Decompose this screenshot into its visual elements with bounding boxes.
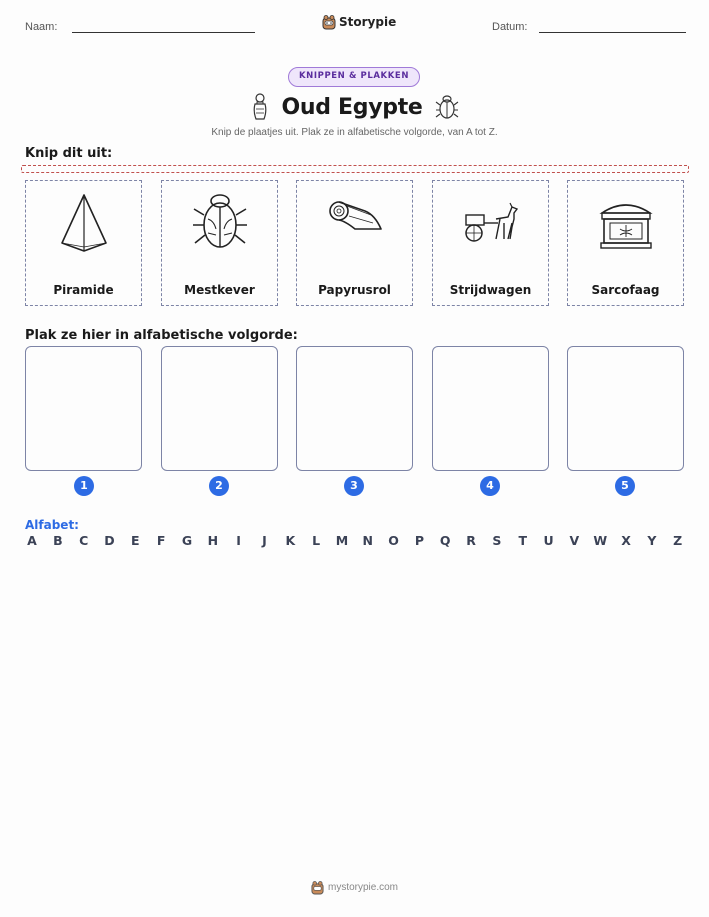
alphabet-title: Alfabet: xyxy=(25,518,79,532)
scarab-icon xyxy=(190,189,250,253)
footer-site[interactable]: mystorypie.com xyxy=(327,882,398,893)
alphabet-letter: C xyxy=(79,533,89,548)
cut-card-piramide[interactable] xyxy=(25,180,142,306)
paste-slot-1[interactable] xyxy=(25,346,142,471)
alphabet-letter: H xyxy=(207,533,219,548)
alphabet-letter: V xyxy=(569,533,580,548)
alphabet-letter: Z xyxy=(673,533,683,548)
alphabet-letter: G xyxy=(181,533,193,548)
alphabet-letter: I xyxy=(236,533,241,548)
brand-name: Storypie xyxy=(339,15,397,29)
paste-slot-4[interactable] xyxy=(432,346,549,471)
brand-logo xyxy=(322,14,396,30)
paste-slot-3[interactable] xyxy=(296,346,413,471)
card-label: Papyrusrol xyxy=(318,283,391,297)
slot-number-4: 4 xyxy=(480,476,500,496)
alphabet-letter: D xyxy=(104,533,115,548)
date-line[interactable] xyxy=(539,32,686,33)
alphabet-letter: S xyxy=(492,533,502,548)
activity-badge: KNIPPEN & PLAKKEN xyxy=(288,67,420,87)
paste-slot-2[interactable] xyxy=(161,346,278,471)
cut-heading: Knip dit uit: xyxy=(25,146,113,161)
alphabet-letter: P xyxy=(414,533,424,548)
alphabet-letter: E xyxy=(131,533,140,548)
alphabet-letter: F xyxy=(156,533,166,548)
card-label: Mestkever xyxy=(184,283,255,297)
slot-number-5: 5 xyxy=(615,476,635,496)
alphabet-letter: J xyxy=(262,533,267,548)
beetle-icon xyxy=(435,93,459,121)
title-row xyxy=(240,90,470,124)
paste-slot-5[interactable] xyxy=(567,346,684,471)
alphabet-letter: U xyxy=(543,533,554,548)
slot-number-1: 1 xyxy=(74,476,94,496)
alphabet-letter: K xyxy=(285,533,296,548)
page-title: Oud Egypte xyxy=(281,94,423,120)
canopic-jar-icon xyxy=(251,93,269,121)
pyramid-icon xyxy=(54,189,114,253)
storypie-mascot-icon xyxy=(322,14,336,30)
alphabet-letter: R xyxy=(466,533,476,548)
card-label: Piramide xyxy=(53,283,114,297)
slot-number-2: 2 xyxy=(209,476,229,496)
date-label: Datum: xyxy=(492,21,528,33)
storypie-mascot-icon xyxy=(311,880,324,895)
footer xyxy=(0,880,709,895)
card-label: Sarcofaag xyxy=(591,283,660,297)
paste-heading: Plak ze hier in alfabetische volgorde: xyxy=(25,328,298,343)
alphabet-letter: M xyxy=(335,533,349,548)
alphabet-letter: T xyxy=(518,533,527,548)
name-line[interactable] xyxy=(72,32,255,33)
cut-line xyxy=(21,165,689,173)
slot-number-3: 3 xyxy=(344,476,364,496)
alphabet-letter: Q xyxy=(439,533,451,548)
alphabet-letter: W xyxy=(593,533,608,548)
card-label: Strijdwagen xyxy=(449,283,532,297)
cut-card-strijdwagen[interactable] xyxy=(432,180,549,306)
alphabet-row xyxy=(25,533,685,548)
chariot-icon xyxy=(455,189,525,253)
cut-card-sarcofaag[interactable] xyxy=(567,180,684,306)
alphabet-letter: Y xyxy=(647,533,657,548)
alphabet-letter: O xyxy=(388,533,399,548)
alphabet-letter: L xyxy=(312,533,321,548)
papyrus-scroll-icon xyxy=(325,189,385,253)
alphabet-letter: X xyxy=(621,533,631,548)
alphabet-letter: A xyxy=(27,533,37,548)
alphabet-letter: N xyxy=(362,533,373,548)
cut-card-mestkever[interactable] xyxy=(161,180,278,306)
name-label: Naam: xyxy=(25,21,58,33)
cut-card-papyrusrol[interactable] xyxy=(296,180,413,306)
sarcophagus-icon xyxy=(596,189,656,253)
alphabet-letter: B xyxy=(53,533,63,548)
instructions: Knip de plaatjes uit. Plak ze in alfabetische volgorde, van A tot Z. xyxy=(211,127,498,138)
